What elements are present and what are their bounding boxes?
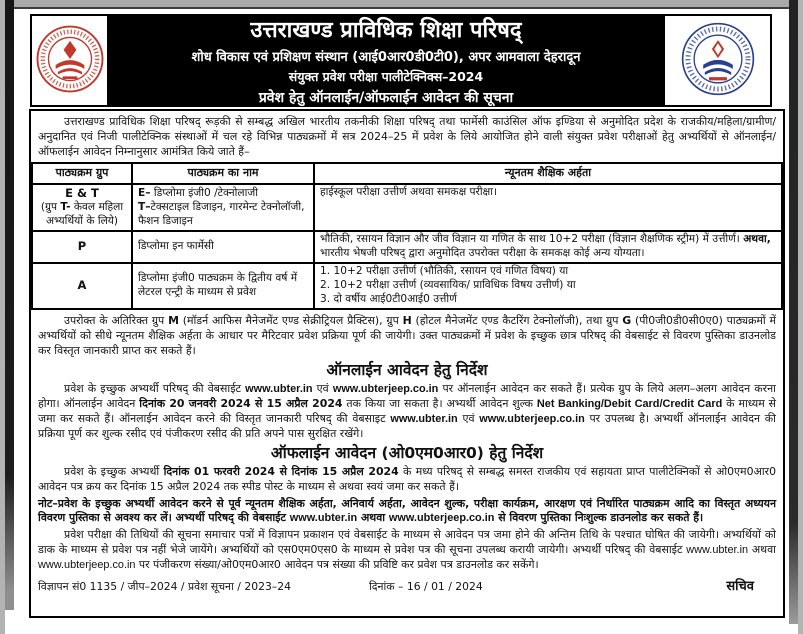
col-header-course-name: पाठ्यक्रम का नाम: [132, 163, 314, 184]
qualification-cell: 1. 10+2 परीक्षा उत्तीर्ण (भौतिकी, रसायन एवं गणित विषय) या 2. 10+2 परीक्षा उत्तीर्ण (व्यवसायिक/ प्राविधिक विषय उत्तीर्ण) या 3. दो वर्षीय आई0टी0आई0 उत्तीर्ण: [314, 263, 782, 309]
notice-date: दिनांक – 16 / 01 / 2024: [368, 579, 483, 593]
note-paragraph: नोट–प्रवेश के इच्छुक अभ्यर्थी आवेदन करने से पूर्व न्यूनतम शैक्षिक अर्हता, अनिवार्य अर्हता, आवेदन शुल्क, परीक्षा कार्यक्रम, आरक्षण एवं निर्धारित पाठ्यक्रम आदि का विस्तृत अध्ययन विवरण पुस्तिका से अवश्य कर लें। अभ्यर्थी परिषद् की वेबसाईट www.ubter.in अथवा www.ubterjeep.co.in से विवरण पुस्तिका निःशुल्क डाउनलोड कर सकते हैं।: [38, 496, 776, 525]
course-row-p: [32, 231, 782, 263]
title-bar: [107, 14, 665, 107]
offline-instructions-paragraph: प्रवेश के इच्छुक अभ्यर्थी दिनांक 01 फरवरी 2024 से दिनांक 15 अप्रैल 2024 के मध्य परिषद् से सम्बद्ध समस्त राजकीय एवं सहायता प्राप्त पालीटेक्निकों से ओ0एम0आर0 आवेदन पत्र क्रय कर दिनांक 15 अप्रैल 2024 तक स्पीड पोस्ट के माध्यम से अथवा स्वयं जमा कर सकते हैं।: [38, 464, 777, 493]
right-logo-box: [665, 14, 772, 107]
scan-margin-right: [798, 0, 803, 634]
course-name-cell: डिप्लोमा इन फार्मेसी: [132, 231, 314, 263]
course-name-cell: डिप्लोमा इंजी0 पाठ्यक्रम के द्वितीय वर्ष में लेटरल एन्ट्री के माध्यम से प्रवेश: [132, 263, 314, 309]
signatory: सचिव: [726, 578, 754, 594]
qualification-cell: हाईस्कूल परीक्षा उत्तीर्ण अथवा समकक्ष परीक्षा।: [314, 184, 782, 231]
notice-header: [30, 14, 772, 107]
intro-paragraph: उत्तराखण्ड प्राविधिक शिक्षा परिषद् रूड़की से सम्बद्ध अखिल भारतीय तकनीकी शिक्षा परिषद् तथा फार्मेसी काउंसिल ऑफ इण्डिया से अनुमोदित प्रदेश के राजकीय/महिला/ग्रामीण/अनुदानित एवं निजी पालीटेक्निक संस्थाओं में चल रहे विभिन्न पाठ्यक्रमों में सत्र 2024–25 में प्रवेश के लिये आयोजित होने वाली संयुक्त प्रवेश परीक्षाओं हेतु अभ्यर्थियों से ऑनलाईन/ऑफलाईन आवेदन निम्नानुसार आमंत्रित किये जाते हैं–: [38, 115, 776, 158]
group-cell: P: [32, 231, 132, 263]
advertisement-ref: विज्ञापन सं0 1135 / जीप–2024 / प्रवेश सूचना / 2023–24: [38, 579, 291, 593]
course-row-a: [32, 263, 782, 309]
col-header-qualification: न्यूनतम शैक्षिक अर्हता: [314, 163, 782, 184]
online-instructions-paragraph: प्रवेश के इच्छुक अभ्यर्थी परिषद् की वेबसाईट www.ubter.in एवं www.ubterjeep.co.in पर ऑनलाईन आवेदन कर सकते हैं। प्रत्येक ग्रुप के लिये अलग–अलग आवेदन करना होगा। ऑनलाईन आवेदन दिनांक 20 जनवरी 2024 से 15 अप्रैल 2024 तक किया जा सकता है। अभ्यर्थी आवेदन शुल्क Net Banking/Debit Card/Credit Card के माध्यम से जमा कर सकते हैं। ऑनलाईन आवेदन करने की विस्तृत जानकारी परिषद् की वेबसाइट www.ubter.in एवं www.ubterjeep.co.in पर उपलब्ध है। अभ्यर्थी ऑनलाईन आवेदन की प्रक्रिया पूर्ण कर शुल्क रसीद एवं पंजीकरण रसीद की प्रति अपने पास सुरक्षित रखेंगे।: [38, 382, 776, 440]
org-name: उत्तराखण्ड प्राविधिक शिक्षा परिषद्: [250, 18, 522, 43]
other-groups-paragraph: उपरोक्त के अतिरिक्त ग्रुप M (मॉडर्न आफिस मैनेजमेंट एण्ड सेक्रीट्रियल प्रैक्टिस), ग्रुप H (होटल मैनेजमेंट एण्ड कैटरिंग टेक्नोलॉजी), तथा ग्रुप G (पी0जी0डी0सी0ए0) पाठ्यक्रमों में अभ्यर्थियों को सीधे न्यूनतम शैक्षिक अर्हता के आधार पर मैरिटवार प्रवेश प्रक्रिया पूर्ण की जायेगी। उक्त पाठ्यक्रमों में प्रवेश के इच्छुक छात्र परिषद् की वेबसाईट से विवरण पुस्तिका डाउनलोड कर विस्तृत जानकारी प्राप्त कर सकते हैं।: [38, 313, 776, 357]
offline-instructions-heading: ऑफलाईन आवेदन (ओ0एम0आर0) हेतु निर्देश: [270, 444, 544, 463]
notice-line: प्रवेश हेतु ऑनलाईन/ऑफलाईन आवेदन की सूचना: [258, 90, 514, 107]
institute-line: शोध विकास एवं प्रशिक्षण संस्थान (आई0आर0डी0टी0), अपर आमवाला देहरादून: [191, 50, 581, 66]
exam-line: संयुक्त प्रवेश परीक्षा पालीटेक्निक्स–2024: [288, 69, 484, 85]
col-header-group: पाठ्यक्रम ग्रुप: [32, 163, 132, 184]
irdt-blue-seal-icon: [681, 22, 755, 100]
scan-edge-left: [5, 0, 14, 610]
footer-line: [38, 578, 776, 596]
course-table-header-row: [32, 163, 782, 184]
group-cell: A: [32, 263, 132, 309]
group-cell: E & T (ग्रुप T- केवल महिला अभ्यर्थियों के लिये): [32, 184, 132, 231]
closing-paragraph: प्रवेश परीक्षा की तिथियों की सूचना समाचार पत्रों में विज्ञापन प्रकाशन एवं वेबसाईट के माध्यम से आवेदन पत्र जमा होने की अन्तिम तिथि के पश्चात घोषित की जायेगी। अभ्यर्थियों को डाक के माध्यम से प्रवेश पत्र नहीं भेजे जायेंगे। अभ्यर्थियों को एस0एम0एस0 के माध्यम से प्रवेश पत्र की सूचना उपलब्ध करायी जायेगी। अभ्यर्थी परिषद् की वेबसाईट www.ubter.in अथवा www.ubterjeep.co.in पर पंजीकरण संख्या/ओ0एम0आर0 आवेदन पत्र संख्या की प्रविष्टि कर प्रवेश पत्र डाउनलोड कर सकेंगे।: [38, 528, 776, 571]
qualification-cell: भौतिकी, रसायन विज्ञान और जीव विज्ञान या गणित के साथ 10+2 परीक्षा (विज्ञान शैक्षणिक स्ट्रीम) में उत्तीर्ण। अथवा, भारतीय भेषजी परिषद् द्वारा अनुमोदित उपरोक्त परीक्षा के समकक्ष कोई अन्य योग्यता।: [314, 231, 782, 263]
scan-edge-top: [0, 0, 803, 9]
left-logo-box: [30, 14, 107, 107]
course-table: [31, 162, 783, 309]
notice-body: [29, 109, 785, 618]
scan-edge-right: [789, 0, 798, 624]
course-name-cell: E– डिप्लोमा इंजी0 /टेक्नोलाजी T–टेक्सटाइल डिजाइन, गारमेन्ट टेक्नोलॉजी, फैशन डिजाइन: [132, 184, 314, 231]
board-red-seal-icon: [36, 25, 104, 97]
course-row-et: [32, 184, 782, 231]
online-instructions-heading: ऑनलाईन आवेदन हेतु निर्देश: [326, 361, 488, 380]
